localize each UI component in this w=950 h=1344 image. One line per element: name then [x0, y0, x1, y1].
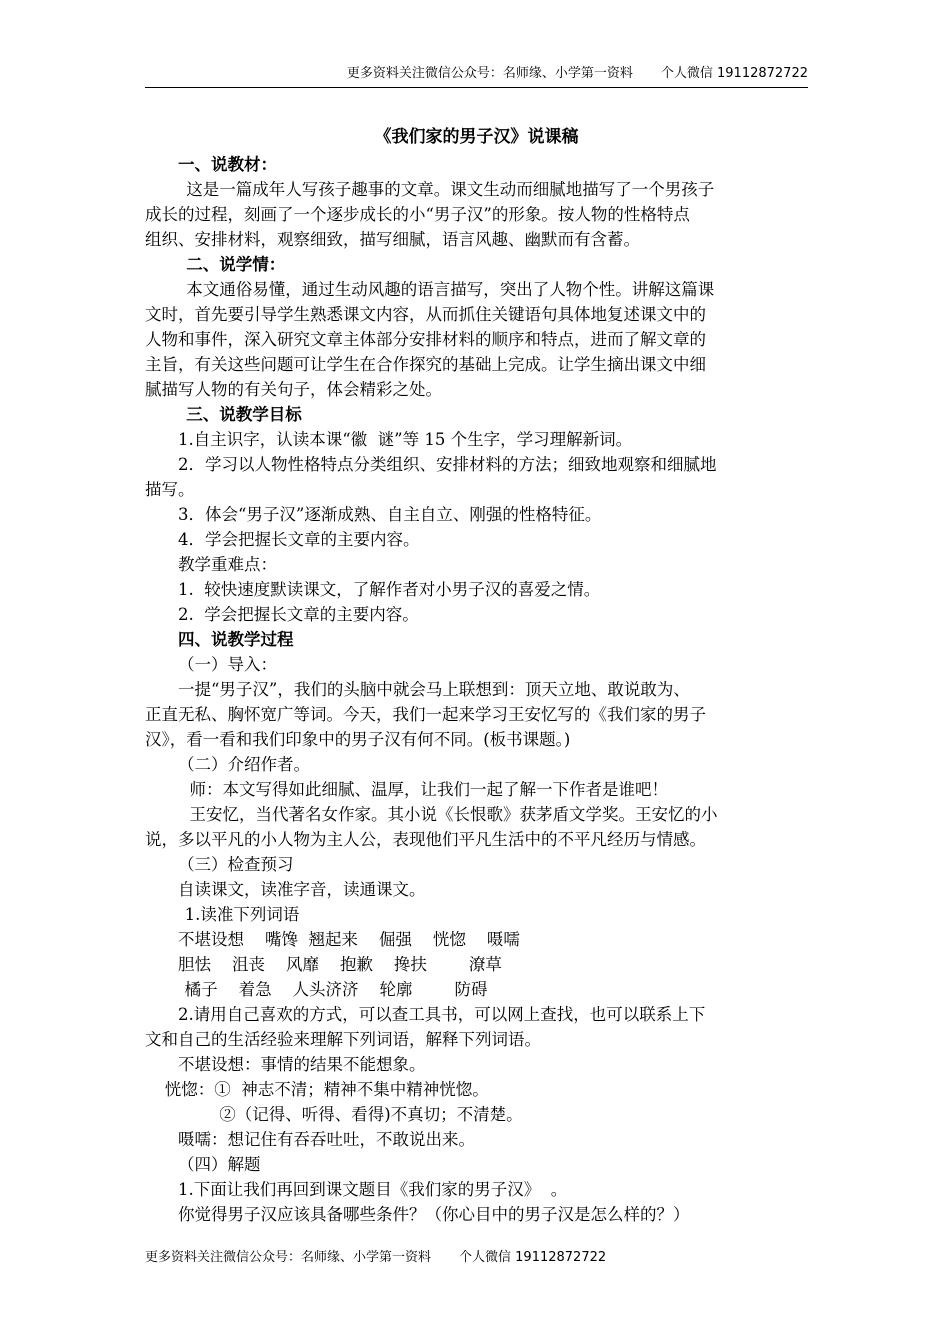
text-line: 一提“男子汉”，我们的头脑中就会马上联想到：顶天立地、敢说敢为、 — [178, 680, 690, 699]
text-line: 1.下面让我们再回到课文题目《我们家的男子汉》 。 — [178, 1180, 568, 1199]
text-line: 教学重难点： — [178, 555, 277, 574]
document-body — [145, 125, 808, 1227]
text-line: 王安忆，当代著名女作家。其小说《长恨歌》获茅盾文学奖。王安忆的小 — [189, 805, 718, 824]
text-line: 1.自主识字，认读本课“徽 谜”等 15 个生字，学习理解新词。 — [178, 430, 633, 449]
text-line: 文和自己的生活经验来理解下列词语，解释下列词语。 — [145, 1030, 541, 1049]
text-line: 2．学习以人物性格特点分类组织、安排材料的方法；细致地观察和细腻地 — [178, 455, 717, 474]
text-line: 师：本文写得如此细腻、温厚，让我们一起了解一下作者是谁吧！ — [189, 780, 669, 799]
text-line: 这是一篇成年人写孩子趣事的文章。课文生动而细腻地描写了一个男孩子 — [186, 180, 715, 199]
text-line: 4．学会把握长文章的主要内容。 — [178, 530, 420, 549]
header-rule — [145, 87, 808, 88]
header-source: 更多资料关注微信公众号：名师缘、小学第一资料 — [346, 66, 633, 81]
text-line: 自读课文，读准字音，读通课文。 — [178, 880, 426, 899]
section-heading: 一、说教材： — [178, 155, 277, 174]
text-line: 本文通俗易懂，通过生动风趣的语言描写，突出了人物个性。讲解这篇课 — [186, 280, 715, 299]
text-line: 成长的过程，刻画了一个逐步成长的小“男子汉”的形象。按人物的性格特点 — [145, 205, 690, 224]
text-line: ②（记得、听得、看得)不真切；不清楚。 — [219, 1105, 523, 1124]
footer-contact: 个人微信 19112872722 — [459, 1250, 607, 1265]
text-line: 描写。 — [145, 480, 195, 499]
text-line: 说，多以平凡的小人物为主人公，表现他们平凡生活中的不平凡经历与情感。 — [145, 830, 706, 849]
text-line: 1. 较快速度默读课文，了解作者对小男子汉的喜爱之情。 — [178, 580, 601, 599]
text-line: 恍惚：① 神志不清；精神不集中精神恍惚。 — [164, 1080, 489, 1099]
text-line: 2.请用自己喜欢的方式，可以查工具书，可以网上查找，也可以联系上下 — [178, 1005, 706, 1024]
text-line: 你觉得男子汉应该具备哪些条件？（你心目中的男子汉是怎么样的？） — [178, 1205, 690, 1224]
document-title: 《我们家的男子汉》说课稿 — [374, 127, 579, 147]
text-line: 汉》，看一看和我们印象中的男子汉有何不同。(板书课题。) — [145, 730, 571, 749]
text-line: 3．体会“男子汉”逐渐成熟、自主自立、刚强的性格特征。 — [178, 505, 602, 524]
footer-source: 更多资料关注微信公众号：名师缘、小学第一资料 — [145, 1250, 432, 1265]
text-line: 组织、安排材料，观察细致，描写细腻，语言风趣、幽默而有含蓄。 — [145, 230, 640, 249]
section-heading: 三、说教学目标 — [186, 405, 302, 424]
text-line: （三）检查预习 — [178, 855, 294, 874]
text-line: 胆怯 沮丧 风靡 抱歉 搀扶 潦草 — [178, 955, 502, 974]
text-line: 不堪设想 嘴馋 翘起来 倔强 恍惚 嗫嚅 — [178, 930, 520, 949]
text-line: 不堪设想：事情的结果不能想象。 — [178, 1055, 426, 1074]
text-line: 嗫嚅：想记住有吞吞吐吐，不敢说出来。 — [178, 1130, 475, 1149]
section-heading: 二、说学情： — [186, 255, 286, 274]
text-line: 人物和事件，深入研究文章主体部分安排材料的顺序和特点，进而了解文章的 — [145, 330, 706, 349]
text-line: 腻描写人物的有关句子，体会精彩之处。 — [145, 380, 442, 399]
page-header — [145, 62, 808, 81]
text-line: 橘子 着急 人头济济 轮廓 防碍 — [184, 980, 488, 999]
text-line: 文时，首先要引导学生熟悉课文内容，从而抓住关键语句具体地复述课文中的 — [145, 305, 706, 324]
text-line: 主旨，有关这些问题可让学生在合作探究的基础上完成。让学生摘出课文中细 — [145, 355, 706, 374]
page-footer — [145, 1246, 606, 1265]
text-line: 1.读准下列词语 — [184, 905, 300, 924]
text-line: （四）解题 — [178, 1155, 261, 1174]
text-line: （一）导入： — [178, 655, 277, 674]
header-contact: 个人微信 19112872722 — [660, 66, 808, 81]
text-line: 2. 学会把握长文章的主要内容。 — [178, 605, 419, 624]
text-line: 正直无私、胸怀宽广等词。今天，我们一起来学习王安忆写的《我们家的男子 — [145, 705, 706, 724]
text-line: （二）介绍作者。 — [178, 755, 310, 774]
section-heading: 四、说教学过程 — [178, 630, 294, 649]
